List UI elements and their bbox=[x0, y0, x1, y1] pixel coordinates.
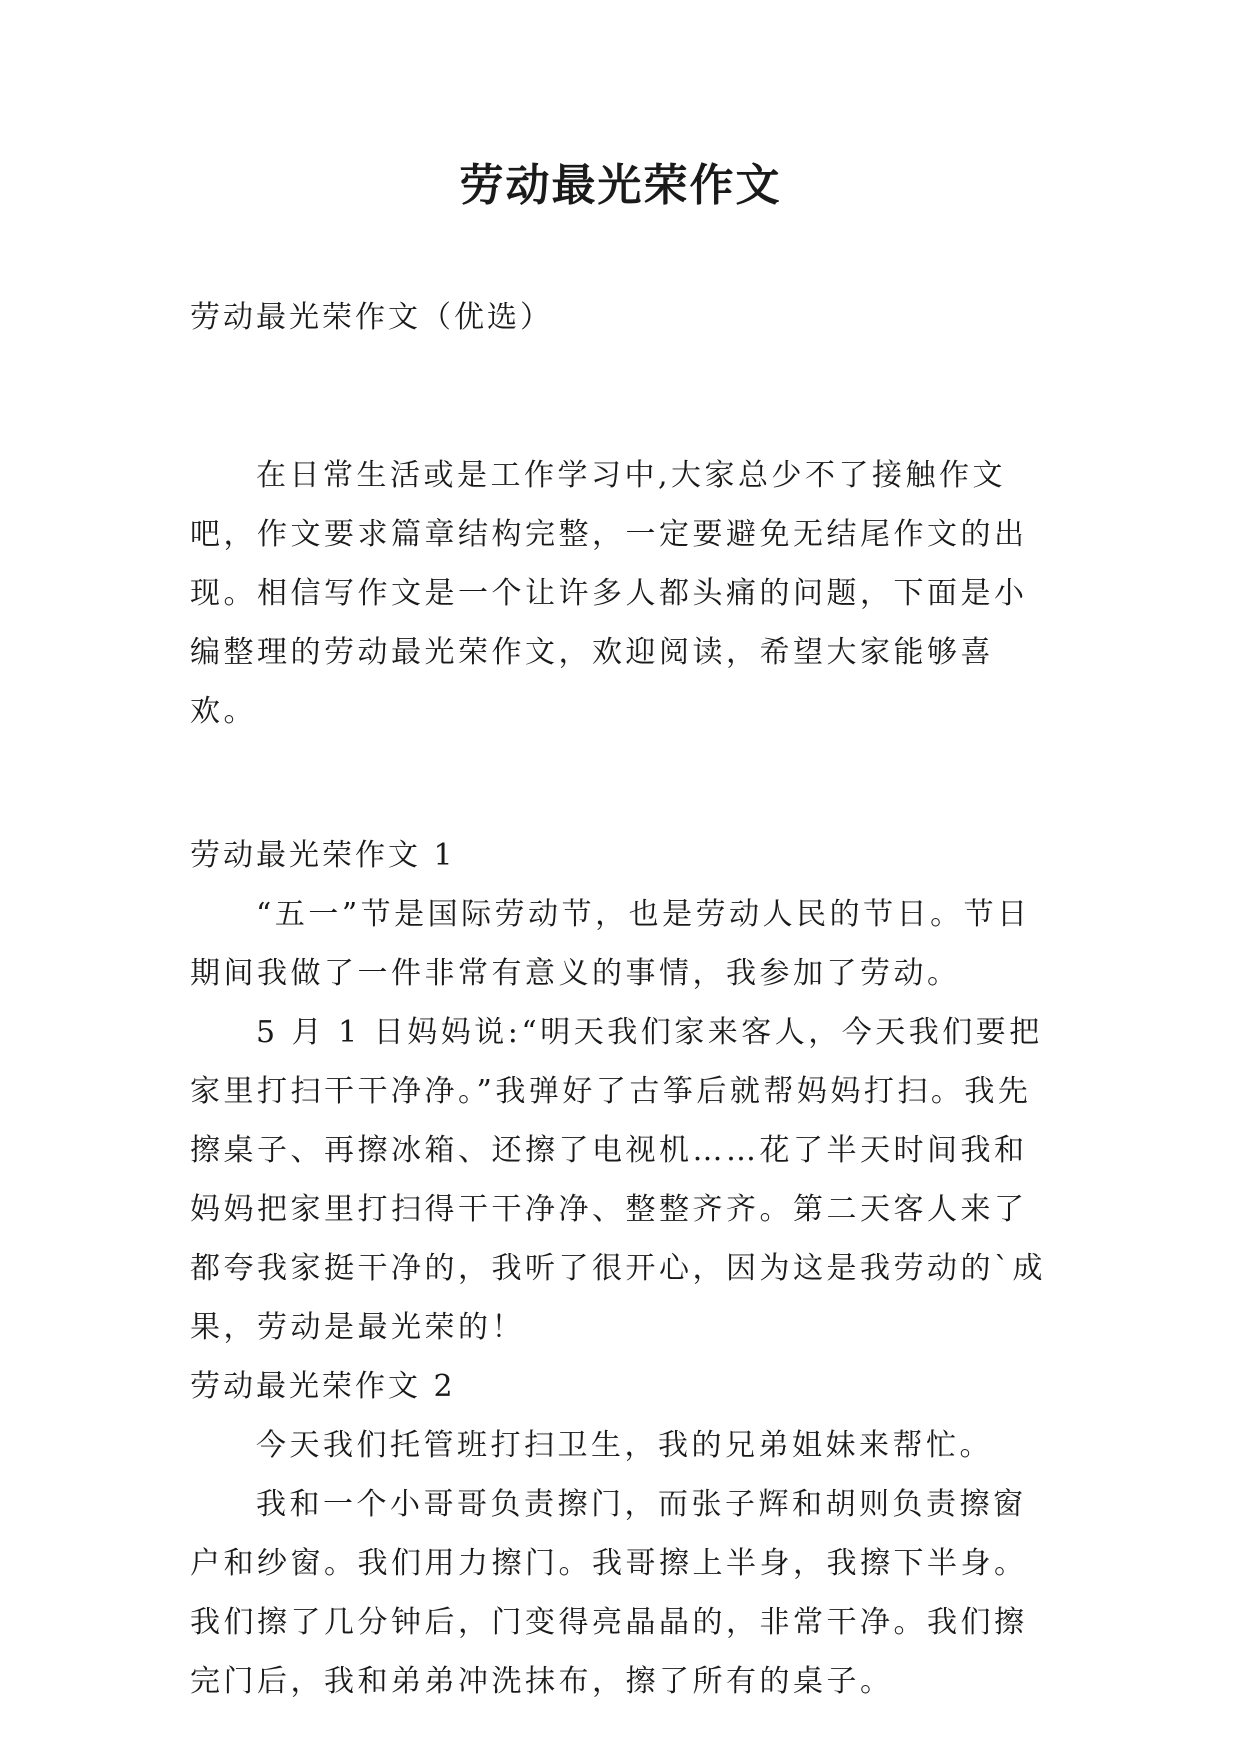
document-body bbox=[190, 288, 1052, 1711]
essay-2-heading: 劳动最光荣作文 2 bbox=[190, 1369, 456, 1404]
essay-2-paragraph-2: 我和一个小哥哥负责擦门，而张子辉和胡则负责擦窗户和纱窗。我们用力擦门。我哥擦上半身，我擦下半身。我们擦了几分钟后，门变得亮晶晶的，非常干净。我们擦完门后，我和弟弟冲洗抹布，擦了所有的桌子。 bbox=[190, 1487, 1028, 1699]
essay-1-paragraph-2: 5 月 1 日妈妈说:“明天我们家来客人，今天我们要把家里打扫干干净净。”我弹好了古筝后就帮妈妈打扫。我先擦桌子、再擦冰箱、还擦了电视机……花了半天时间我和妈妈把家里打扫得干干净净、整整齐齐。第二天客人来了都夸我家挺干净的，我听了很开心，因为这是我劳动的`成果，劳动是最光荣的！ bbox=[190, 1015, 1046, 1345]
essay-2-paragraph-1: 今天我们托管班打扫卫生，我的兄弟姐妹来帮忙。 bbox=[256, 1428, 993, 1463]
spacer bbox=[190, 347, 1052, 446]
essay-1-heading: 劳动最光荣作文 1 bbox=[190, 838, 456, 873]
intro-paragraph: 在日常生活或是工作学习中,大家总少不了接触作文吧，作文要求篇章结构完整，一定要避免无结尾作文的出现。相信写作文是一个让许多人都头痛的问题，下面是小编整理的劳动最光荣作文，欢迎阅读，希望大家能够喜欢。 bbox=[190, 458, 1028, 729]
document-subtitle: 劳动最光荣作文（优选） bbox=[190, 300, 553, 335]
document-title: 劳动最光荣作文 bbox=[459, 160, 782, 211]
essay-1-paragraph-1: “五一”节是国际劳动节，也是劳动人民的节日。节日期间我做了一件非常有意义的事情，我参加了劳动。 bbox=[190, 897, 1031, 991]
spacer bbox=[190, 741, 1052, 826]
